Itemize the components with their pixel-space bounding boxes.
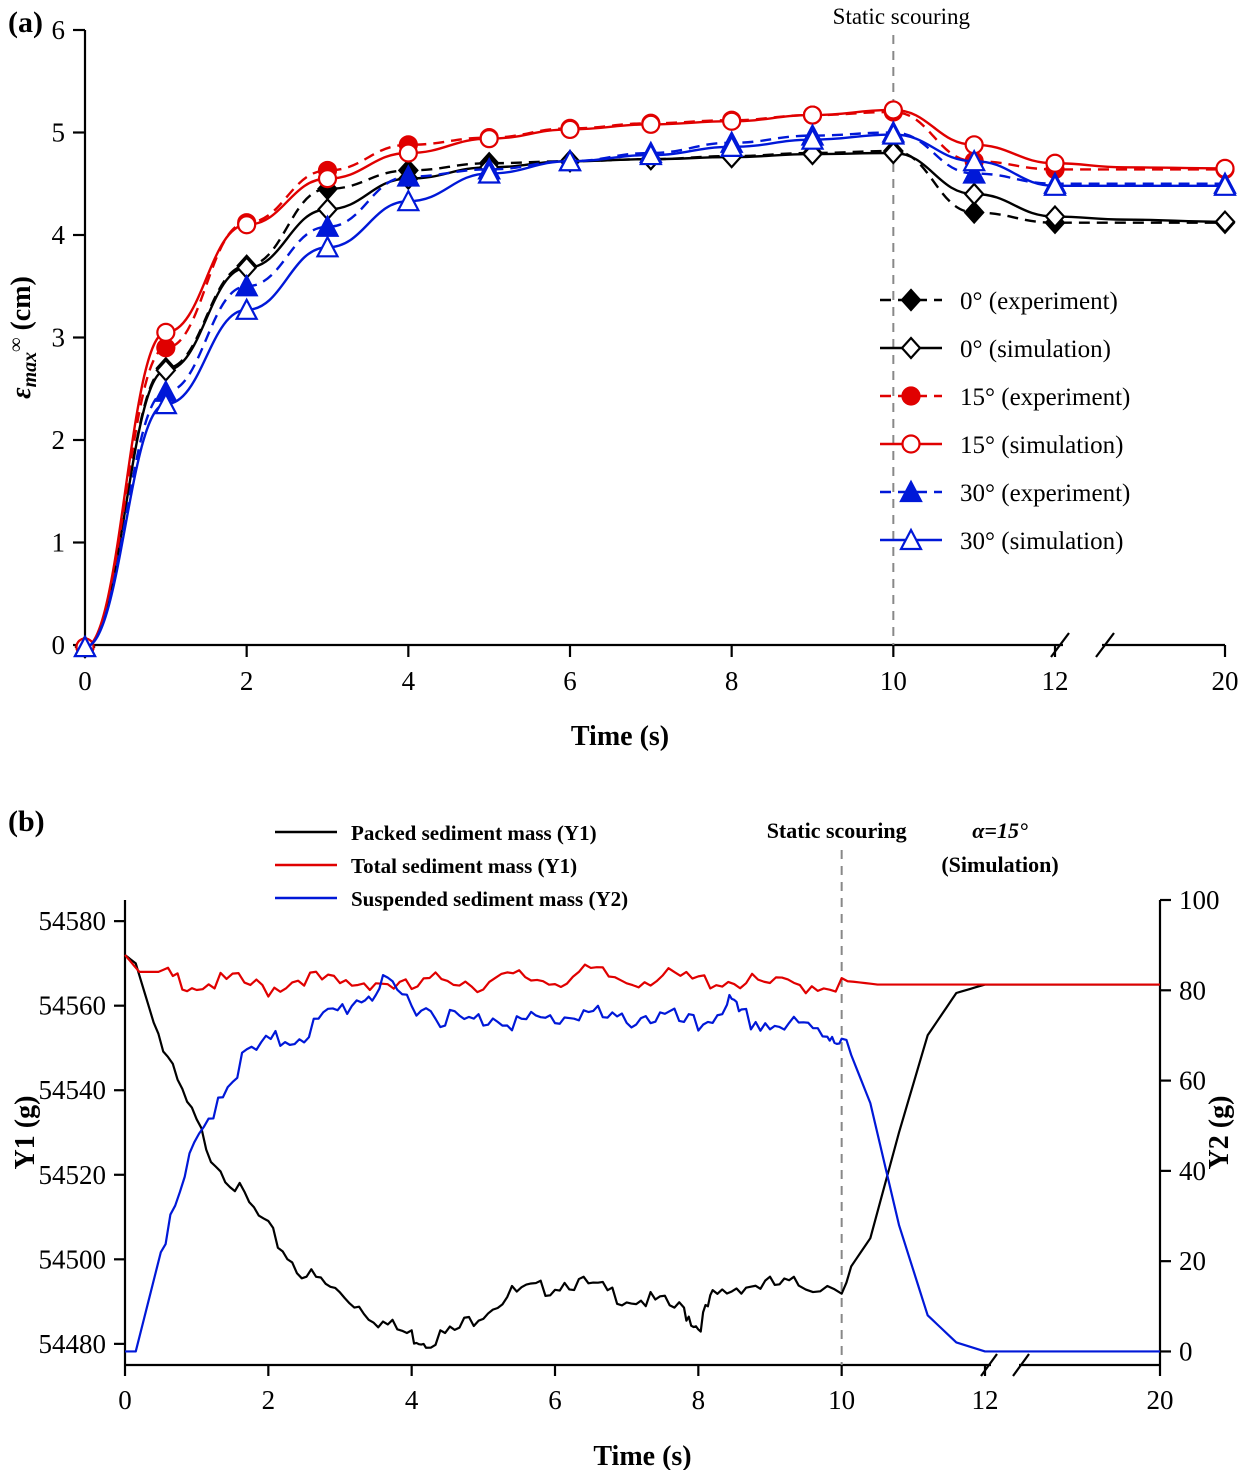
panel-b-plot [0,760,1250,1470]
y1-tick-label-b: 54480 [38,1328,106,1359]
x-tick-label-b: 0 [118,1385,132,1415]
y2-tick-label-b: 80 [1179,975,1206,1006]
y1-tick-label-b: 54520 [38,1159,106,1190]
x-tick-label-b: 6 [548,1385,562,1415]
series-line-b-1 [125,955,1160,997]
legend-item-a-1: 0° (simulation) [960,336,1111,363]
legend-item-a-0: 0° (experiment) [960,288,1118,315]
alpha-label-b: α=15° [972,818,1028,843]
y1-tick-label-b: 54540 [38,1075,106,1106]
y-tick-label-a: 5 [51,117,65,148]
legend-item-a-4: 30° (experiment) [960,480,1131,507]
y-tick-label-a: 6 [51,15,65,45]
svg-text:εmax∞ (cm): εmax∞ (cm) [5,276,41,399]
x-tick-label-b: 20 [1146,1385,1174,1415]
x-axis-title-a: Time (s) [570,721,670,752]
simulation-label-b: (Simulation) [941,852,1059,877]
legend-item-b-1: Total sediment mass (Y1) [351,854,578,878]
x-axis-title-b: Time (s) [593,1441,692,1470]
x-tick-label-a: 2 [239,666,254,696]
y-tick-label-a: 0 [51,630,65,660]
legend-item-a-2: 15° (experiment) [960,384,1131,411]
panel-b-label: (b) [8,805,45,838]
x-tick-label-b: 10 [828,1385,856,1415]
x-tick-label-b: 4 [404,1385,419,1415]
y1-tick-label-b: 54560 [38,990,106,1021]
x-tick-label-a: 6 [563,666,577,696]
x-tick-label-b: 8 [691,1385,706,1415]
x-tick-label-a: 0 [78,666,92,696]
y2-tick-label-b: 0 [1179,1336,1193,1367]
x-tick-label-a: 20 [1211,666,1239,696]
series-line-b-2 [125,975,1160,1351]
x-tick-label-a: 12 [1041,666,1069,696]
y-tick-label-a: 1 [51,527,65,558]
x-tick-label-b: 2 [261,1385,276,1415]
y2-axis-title-b [1204,1096,1235,1170]
y2-tick-label-b: 40 [1179,1155,1206,1186]
y1-tick-label-b: 54580 [38,906,106,937]
svg-text:Y1 (g): Y1 (g) [10,1095,41,1170]
chart-panel-b [0,760,1250,1470]
y-tick-label-a: 3 [51,322,65,353]
static-scouring-annotation-a: Static scouring [832,4,971,29]
series-line-b-0 [125,955,1160,1348]
x-tick-label-a: 10 [879,666,907,696]
y1-tick-label-b: 54500 [38,1244,106,1275]
y2-tick-label-b: 60 [1179,1065,1206,1096]
y-tick-label-a: 4 [51,220,65,250]
x-tick-label-a: 4 [401,666,416,696]
y-tick-label-a: 2 [51,425,65,455]
legend-item-a-3: 15° (simulation) [960,432,1124,459]
svg-text:Y2 (g): Y2 (g) [1204,1095,1235,1170]
y-axis-title-a [5,276,41,399]
legend-item-b-0: Packed sediment mass (Y1) [351,821,597,845]
legend-item-b-2: Suspended sediment mass (Y2) [351,887,629,911]
legend-item-a-5: 30° (simulation) [960,528,1124,555]
x-tick-label-a: 8 [724,666,739,696]
static-scouring-annotation-b: Static scouring [766,818,907,843]
panel-a-label: (a) [8,6,43,39]
legend-b [275,821,628,911]
y1-axis-title-b [10,1096,41,1170]
x-tick-label-b: 12 [971,1385,999,1415]
legend-a [880,288,1130,555]
y2-tick-label-b: 20 [1179,1246,1206,1277]
y2-tick-label-b: 100 [1179,885,1220,915]
